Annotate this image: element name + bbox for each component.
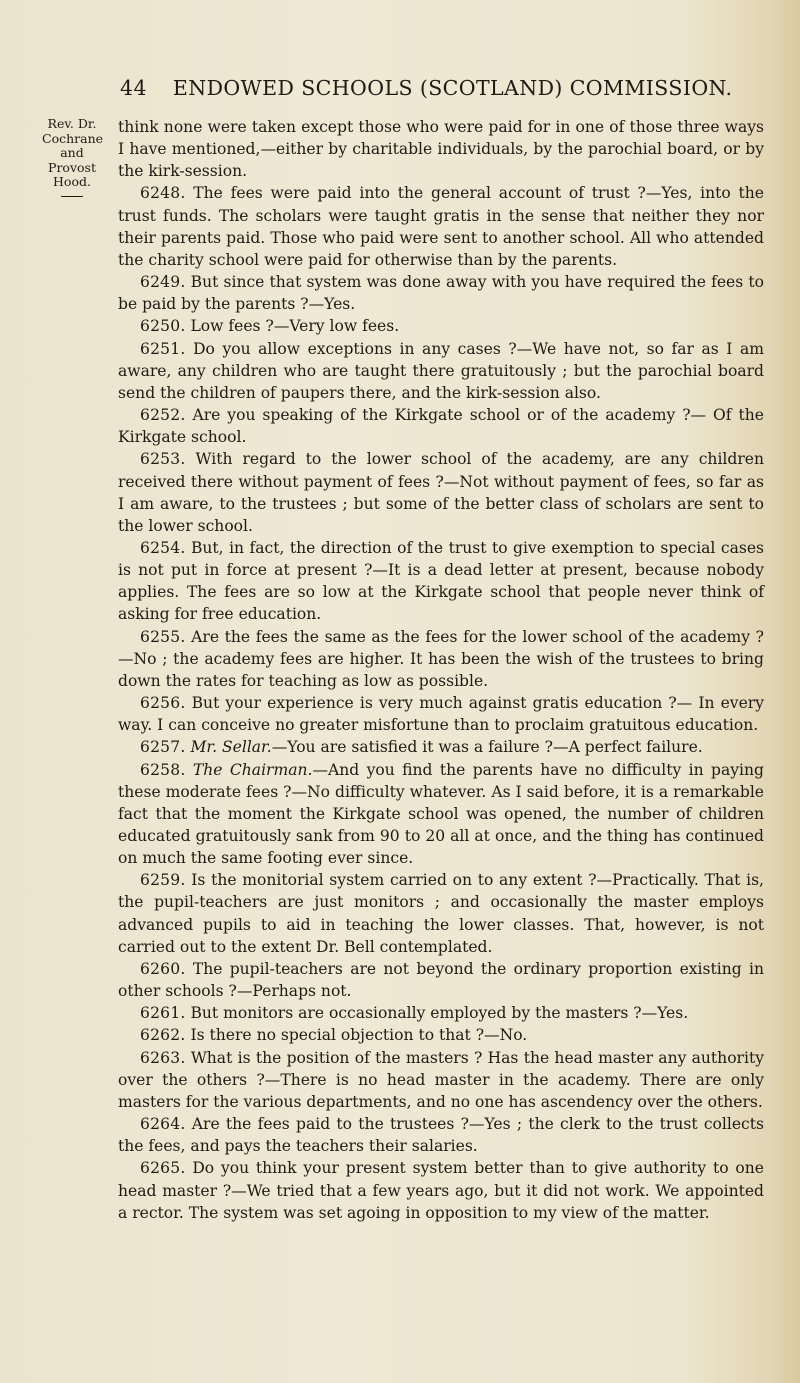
testimony-paragraph — [118, 338, 764, 404]
paragraph-text: But since that system was done away with you have required the fees to be paid by the parents ?—Yes. — [118, 273, 764, 314]
paragraph-text: Are the fees paid to the trustees ?—Yes ; the clerk to the trust collects the fees, and pays the teachers their salaries. — [118, 1115, 764, 1156]
testimony-paragraph — [118, 1113, 764, 1157]
question-number: 6254. — [140, 538, 186, 557]
paragraph-text: Are you speaking of the Kirkgate school or of the academy ?— Of the Kirkgate school. — [118, 406, 764, 447]
paragraph-text: Do you think your present system better than to give authority to one head master ?—We tried that a few years ago, but it did not work. We appointed a rector. The system was set agoing in opposition to my view of the matter. — [118, 1159, 764, 1222]
question-number: 6264. — [140, 1115, 186, 1134]
testimony-paragraph — [118, 271, 764, 315]
testimony-paragraph — [118, 1002, 764, 1024]
paragraph-text: —And you find the parents have no difficulty in paying these moderate fees ?—No difficulty whatever. As I said before, it is a remarkable fact that the moment the Kirkgate school was opened, the number of children educated gratuitously sank from 90 to 20 all at once, and the thing has continued on much the same footing ever since. — [118, 760, 764, 868]
paragraph-text: Low fees ?—Very low fees. — [190, 317, 400, 336]
page-title: ENDOWED SCHOOLS (SCOTLAND) COMMISSION. — [172, 76, 733, 100]
paragraph-text: Is there no special objection to that ?—No. — [190, 1026, 528, 1045]
testimony-paragraph — [118, 626, 764, 692]
margin-note-line: Hood. — [53, 174, 91, 190]
paragraph-text: What is the position of the masters ? Has the head master any authority over the others ?—There is no head master in the academy. There are only masters for the various departments, and no one has ascendency over the others. — [118, 1048, 764, 1111]
testimony-paragraph — [118, 1047, 764, 1113]
testimony-paragraph — [118, 182, 764, 271]
testimony-paragraph — [118, 1024, 764, 1046]
question-number: 6257. — [140, 738, 186, 757]
page-number: 44 — [120, 76, 147, 100]
question-number: 6261. — [140, 1004, 186, 1023]
question-number: 6253. — [140, 450, 186, 469]
question-number: 6251. — [140, 339, 186, 358]
running-header — [120, 76, 733, 100]
question-number: 6258. — [140, 760, 186, 779]
testimony-paragraph — [118, 759, 764, 870]
margin-note-rule — [61, 196, 83, 197]
margin-note-line: and — [60, 145, 84, 161]
question-number: 6249. — [140, 273, 186, 292]
testimony-paragraph — [118, 116, 764, 182]
testimony-paragraph — [118, 958, 764, 1002]
paragraph-text: But monitors are occasionally employed by the masters ?—Yes. — [190, 1004, 689, 1023]
margin-note-line: Provost — [48, 159, 96, 175]
paragraph-text: Are the fees the same as the fees for the lower school of the academy ?—No ; the academy fees are higher. It has been the wish of the trustees to bring down the rates for teaching as low as possible. — [118, 627, 764, 690]
question-number: 6250. — [140, 317, 186, 336]
paragraph-text: think none were taken except those who were paid for in one of those three ways I have mentioned,—either by charitable individuals, by the parochial board, or by the kirk-session. — [118, 118, 764, 181]
question-number: 6265. — [140, 1159, 186, 1178]
testimony-paragraph — [118, 537, 764, 626]
testimony-paragraph — [118, 1157, 764, 1223]
speaker-name: The Chairman. — [192, 760, 313, 779]
question-number: 6259. — [140, 871, 186, 890]
margin-note-line: Rev. Dr. — [47, 116, 97, 131]
paragraph-text: The pupil-teachers are not beyond the ordinary proportion existing in other schools ?—Perhaps not. — [118, 959, 764, 1001]
question-number: 6248. — [140, 184, 186, 203]
paragraph-text: With regard to the lower school of the academy, are any children received there without payment of fees ?—Not without payment of fees, so far as I am aware, to the trustees ; but some of the better class of scholars are sent to the lower school. — [118, 450, 764, 535]
paragraph-text: But, in fact, the direction of the trust to give exemption to special cases is not put in force at present ?—It is a dead letter at present, because nobody applies. The fees are so low at the Kirkgate school that people never think of asking for free education. — [118, 538, 764, 624]
question-number: 6260. — [140, 959, 186, 978]
question-number: 6263. — [140, 1048, 186, 1067]
question-number: 6255. — [140, 627, 186, 646]
testimony-paragraph — [118, 869, 764, 958]
margin-note — [42, 117, 102, 197]
question-number: 6252. — [140, 406, 186, 425]
paragraph-text: Is the monitorial system carried on to any extent ?—Practically. That is, the pupil-teachers are just monitors ; and occasionally the master employs advanced pupils to aid in teaching the lower classes. That, however, is not carried out to the extent Dr. Bell contemplated. — [118, 871, 764, 956]
testimony-paragraph — [118, 404, 764, 448]
paragraph-text: —You are satisfied it was a failure ?—A perfect failure. — [271, 738, 703, 757]
paragraph-text: But your experience is very much against gratis education ?— In every way. I can conceive no greater misfortune than to proclaim gratuitous education. — [118, 694, 764, 735]
testimony-paragraph — [118, 448, 764, 537]
question-number: 6256. — [140, 694, 186, 713]
paragraph-text: The fees were paid into the general account of trust ?—Yes, into the trust funds. The scholars were taught gratis in the sense that neither they nor their parents paid. Those who paid were sent to another school. All who attended the charity school were paid for otherwise than by the parents. — [118, 184, 764, 269]
paragraph-text: Do you allow exceptions in any cases ?—We have not, so far as I am aware, any children who are taught there gratuitously ; but the parochial board send the children of paupers there, and the kirk-session also. — [118, 339, 764, 402]
margin-note-line: Cochrane — [42, 130, 104, 146]
testimony-paragraph — [118, 736, 764, 758]
testimony-text — [118, 116, 764, 1224]
question-number: 6262. — [140, 1026, 186, 1045]
testimony-paragraph — [118, 315, 764, 337]
testimony-paragraph — [118, 692, 764, 736]
speaker-name: Mr. Sellar. — [190, 738, 272, 757]
